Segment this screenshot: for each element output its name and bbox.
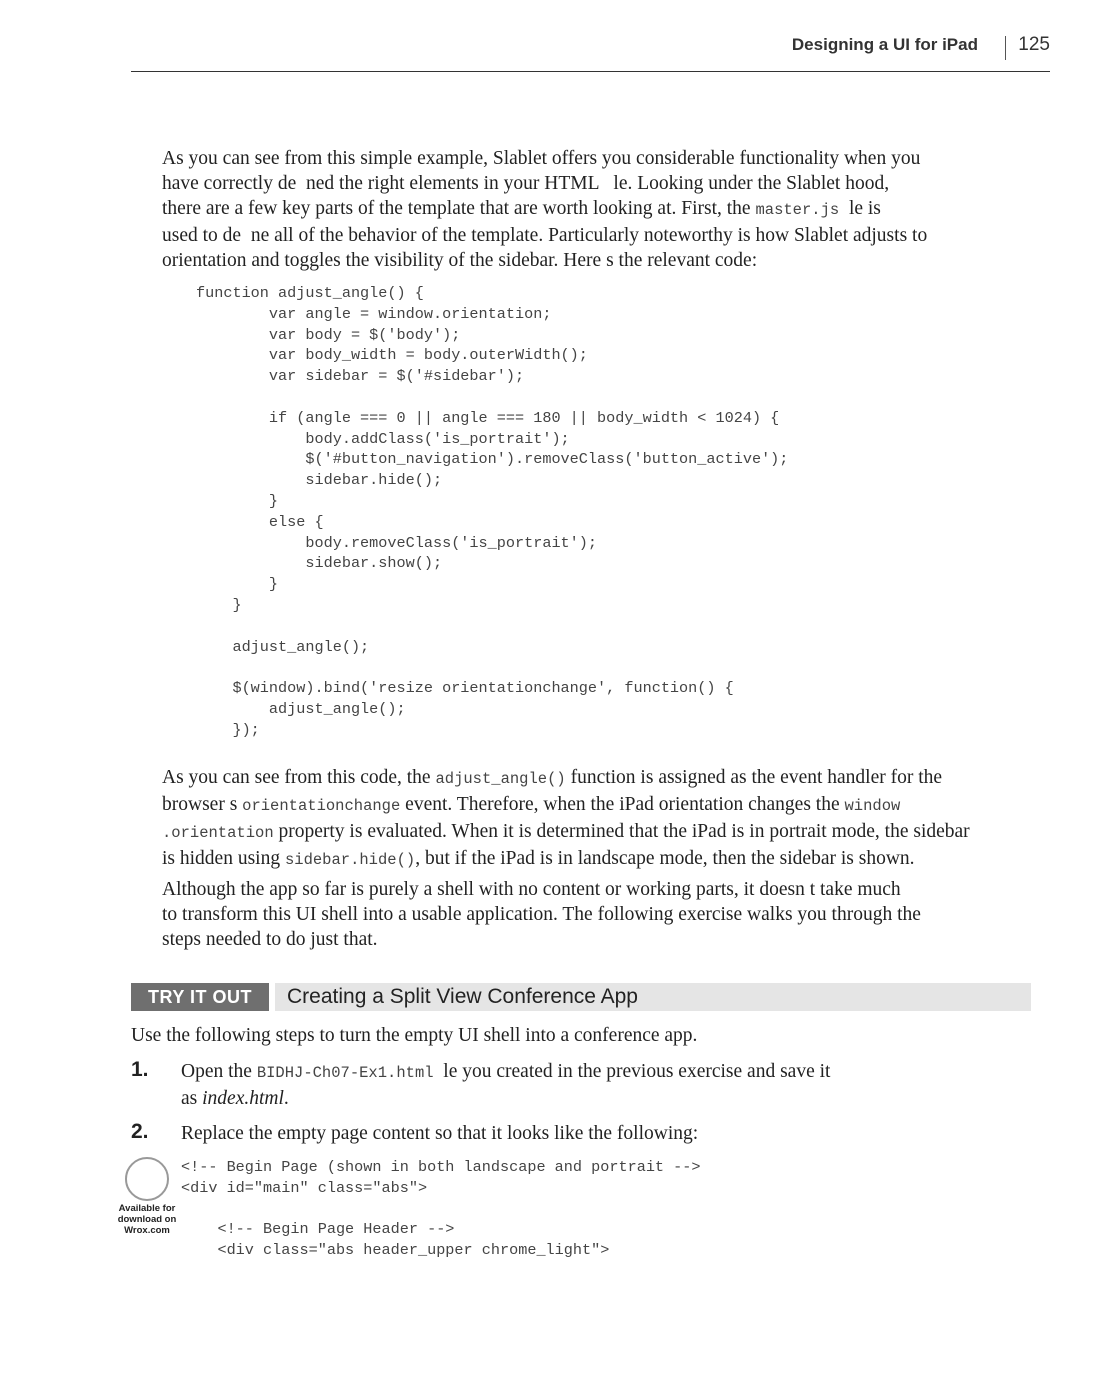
try-it-out-banner (131, 983, 1031, 1011)
text-span: event. Therefore, when the iPad orientation changes the (400, 794, 845, 815)
inline-code: adjust_angle() (435, 770, 566, 788)
text-span: . (283, 1088, 289, 1109)
text-span: le you created in the previous exercise and save it (433, 1061, 831, 1082)
text-span: , but if the iPad is in landscape mode, then the sidebar is shown. (415, 848, 915, 869)
text-line (162, 765, 1042, 792)
text-line: Although the app so far is purely a shell with no content or working parts, it doesn t take much (162, 879, 901, 900)
text-line: have correctly de ned the right elements in your HTML le. Looking under the Slablet hood, (162, 173, 890, 194)
text-line: to transform this UI shell into a usable application. The following exercise walks you through the (162, 904, 921, 925)
download-text (116, 1203, 178, 1236)
inline-code: orientationchange (242, 797, 401, 815)
header-separator (1005, 36, 1006, 60)
text-span: as (181, 1088, 203, 1109)
inline-code: master.js (755, 201, 840, 219)
download-badge (116, 1157, 178, 1236)
text-span: As you can see from this code, the (162, 767, 436, 788)
download-line: Wrox.com (124, 1225, 170, 1236)
try-it-out-title: Creating a Split View Conference App (275, 983, 1031, 1011)
text-line (181, 1086, 941, 1111)
text-line: As you can see from this simple example, Slablet offers you considerable functionality when you (162, 148, 921, 169)
step-text (181, 1059, 941, 1111)
inline-code: window (844, 797, 901, 815)
text-line (181, 1059, 941, 1086)
download-circle-icon (125, 1157, 169, 1201)
text-line (162, 846, 1042, 873)
text-span: is hidden using (162, 848, 285, 869)
inline-code: sidebar.hide() (284, 851, 416, 869)
text-span: function is assigned as the event handler for the (565, 767, 943, 788)
page-header (131, 0, 1050, 72)
download-line: download on (117, 1214, 177, 1225)
paragraph-transition (162, 877, 1032, 952)
text-line: orientation and toggles the visibility of the sidebar. Here s the relevant code: (162, 250, 758, 271)
text-span: property is evaluated. When it is determined that the iPad is in portrait mode, the sidebar (273, 821, 970, 842)
text-line: steps needed to do just that. (162, 929, 378, 950)
step-number: 1. (131, 1058, 149, 1081)
running-title: Designing a UI for iPad (791, 35, 978, 54)
inline-code: BIDHJ-Ch07-Ex1.html (256, 1064, 434, 1082)
code-block-adjust-angle: function adjust_angle() { var angle = window.orientation; var body = $('body'); var body_width = body.outerWidth(); var sidebar = $('#sidebar'); if (angle === 0 || angle === 180 || body_width < 1024) { body.addClass('is_portrait'); $('#button_navigation').removeClass('button_active'); sidebar.hide(); } else { body.removeClass('is_portrait'); sidebar.show(); } } adjust_angle(); $(window).bind('resize orientationchange', function() { adjust_angle(); }); (196, 284, 789, 739)
text-line (162, 819, 1042, 846)
step-number: 2. (131, 1120, 149, 1143)
page-number: 125 (1018, 34, 1050, 55)
text-span: Open the (181, 1061, 257, 1082)
text-line: used to de ne all of the behavior of the template. Particularly noteworthy is how Slablet adjusts to (162, 225, 928, 246)
text-line (162, 792, 1042, 819)
code-block-page-markup: <!-- Begin Page (shown in both landscape and portrait --> <div id="main" class="abs"> <!-- Begin Page Header --> <div class="abs header_upper chrome_light"> (181, 1158, 701, 1260)
paragraph-intro (162, 146, 1032, 273)
text-span: browser s (162, 794, 243, 815)
text-span: le is (839, 198, 881, 219)
text-span: there are a few key parts of the template that are worth looking at. First, the (162, 198, 756, 219)
download-line: Available for (118, 1203, 176, 1214)
filename-emphasis: index.html (202, 1088, 284, 1109)
paragraph-explanation (162, 765, 1042, 873)
try-it-out-label: TRY IT OUT (131, 983, 269, 1011)
step-text: Replace the empty page content so that it looks like the following: (181, 1123, 699, 1144)
text-line (162, 196, 1032, 223)
inline-code: .orientation (162, 824, 274, 842)
exercise-intro: Use the following steps to turn the empty UI shell into a conference app. (131, 1025, 698, 1046)
